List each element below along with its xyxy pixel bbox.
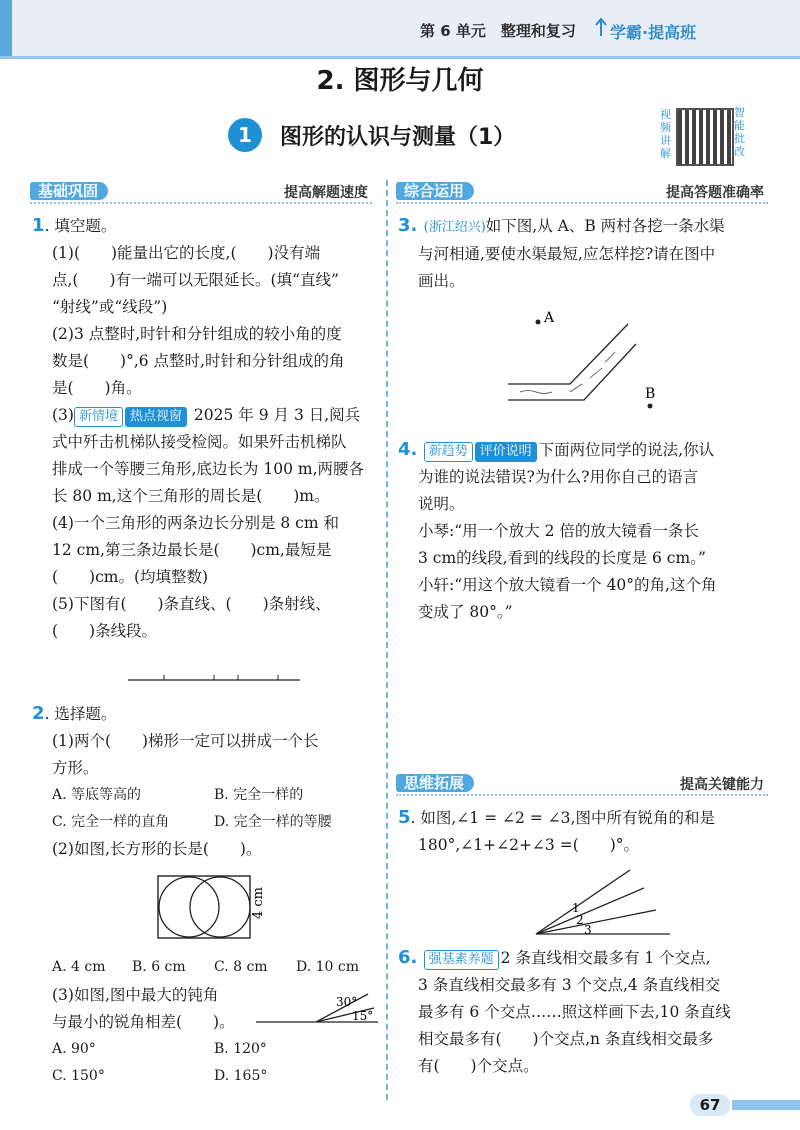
question-6: 6. 强基素养题 2 条直线相交最多有 1 个交点, 3 条直线相交最多有 3 个交点,4 条直线相交 最多有 6 个交点……照这样画下去,10 条直线 相交最多有( )个交点,n 条直线相交最多 有( )个交点。: [398, 944, 770, 1080]
q1-heading: . 填空题。: [44, 217, 117, 235]
q1-line: ( )条线段。: [52, 622, 158, 640]
q1-line: 是( )角。: [52, 379, 142, 397]
angle-label-1: 1: [572, 901, 580, 915]
q1-line: [52, 402, 377, 429]
q1-sub3: (3): [52, 406, 74, 424]
q2-line: 与最小的锐角相差( )。: [52, 1013, 235, 1031]
q1-line: 点,( )有一端可以无限延长。(填“直线”: [52, 271, 339, 289]
fig-label-4cm: 4 cm: [251, 886, 266, 920]
unit-label: 第 6 单元 整理和复习: [420, 22, 576, 40]
option-a[interactable]: A. 90°: [52, 1041, 96, 1057]
q4-number: 4: [398, 439, 411, 460]
q1-text: 2025 年 9 月 3 日,阅兵: [189, 406, 361, 424]
tag-new-context: 新情境: [74, 407, 123, 427]
band-comp-right: 提高答题准确率: [666, 185, 764, 201]
q6-text: 2 条直线相交最多有 1 个交点,: [500, 949, 711, 967]
q2-line: (3)如图,图中最大的钝角: [52, 986, 219, 1004]
q4-line: 小轩:“用这个放大镜看一个 40°的角,这个角: [418, 576, 717, 594]
option-c[interactable]: C. 完全一样的直角: [52, 814, 170, 830]
lines-figure: [128, 672, 300, 686]
q4-line: 变成了 80°。”: [418, 603, 513, 621]
q6-line: 相交最多有( )个交点,n 条直线相交最多: [418, 1030, 714, 1048]
q6-line: 最多有 6 个交点……照这样画下去,10 条直线: [418, 1003, 731, 1021]
band-basic-right: 提高解题速度: [284, 185, 368, 201]
header-accent: [0, 0, 12, 56]
band-comp-label: 综合运用: [396, 182, 474, 200]
angle-30: 30°: [336, 995, 358, 1009]
option-b[interactable]: B. 6 cm: [132, 959, 186, 975]
q6-line: 有( )个交点。: [418, 1057, 539, 1075]
tag-new-trend: 新趋势: [424, 442, 473, 462]
angle-label-2: 2: [576, 913, 584, 927]
q1-number: 1: [32, 215, 45, 236]
question-4: 4. 新趋势 评价说明 下面两位同学的说法,你认 为谁的说法错误?为什么?用你自己的语言 说明。 小琴:“用一个放大 2 倍的放大镜看一条长 3 cm的线段,看到的线段的长度是 6 cm。” 小轩:“用这个放大镜看一个 40°的角,这个角 变成了 80°。”: [398, 436, 770, 626]
q1-line: “射线”或“线段”): [52, 298, 168, 316]
q2-options-row: [52, 809, 377, 836]
q2-line: 方形。: [52, 759, 99, 777]
river-figure: [500, 306, 670, 416]
angle-label-3: 3: [584, 923, 592, 937]
angles-figure: [256, 990, 380, 1030]
point-a-label: A: [544, 310, 555, 326]
q4-text: 下面两位同学的说法,你认: [538, 441, 715, 459]
qr-code-icon[interactable]: [676, 108, 734, 166]
q6-number: 6: [398, 947, 411, 968]
q2-number: 2: [32, 703, 45, 724]
q2-options-2: [52, 954, 382, 981]
option-b[interactable]: B. 120°: [214, 1041, 267, 1057]
band-basic: [30, 180, 372, 204]
q4-line: 为谁的说法错误?为什么?用你自己的语言: [418, 468, 699, 486]
qr-right-label: 智能批改: [734, 106, 745, 158]
option-d[interactable]: D. 165°: [214, 1068, 268, 1084]
q1-line: 数是( )°,6 点整时,时针和分针组成的角: [52, 352, 345, 370]
q1-line: 排成一个等腰三角形,底边长为 100 m,两腰各: [52, 460, 364, 478]
page-number: 67: [690, 1094, 730, 1116]
q3-line: 画出。: [418, 272, 465, 290]
footer-bar: [732, 1100, 800, 1110]
question-3: 3. (浙江绍兴)如下图,从 A、B 两村各挖一条水渠 与河相通,要使水渠最短,应怎样挖?请在图中 画出。: [398, 212, 770, 295]
q5-line: 180°,∠1+∠2+∠3 =( )°。: [418, 836, 640, 854]
angles-123-figure: [532, 866, 672, 938]
page-title: 2. 图形与几何: [316, 66, 484, 96]
question-2: [32, 700, 377, 863]
section-number: 1: [228, 118, 262, 152]
q6-line: 3 条直线相交最多有 3 个交点,4 条直线相交: [418, 976, 721, 994]
q1-line: (2)3 点整时,时针和分针组成的较小角的度: [52, 325, 342, 343]
option-b[interactable]: B. 完全一样的: [214, 787, 304, 803]
q3-number: 3: [398, 215, 411, 236]
q2-heading: . 选择题。: [44, 705, 117, 723]
brand-label: 学霸·提高班: [610, 23, 697, 42]
q1-line: ( )cm。(均填整数): [52, 568, 209, 586]
question-1: [32, 212, 377, 645]
band-think-right: 提高关键能力: [680, 777, 764, 793]
q1-line: (4)一个三角形的两条边长分别是 8 cm 和: [52, 514, 339, 532]
q2-line: (1)两个( )梯形一定可以拼成一个长: [52, 732, 319, 750]
angle-15: 15°: [352, 1009, 374, 1023]
q4-line: 3 cm的线段,看到的线段的长度是 6 cm。”: [418, 549, 706, 567]
option-d[interactable]: D. 完全一样的等腰: [214, 814, 332, 830]
section-title: 图形的认识与测量（1）: [280, 125, 516, 150]
q2-line: (2)如图,长方形的长是( )。: [52, 840, 262, 858]
q2-options-row: [52, 782, 377, 809]
q4-line: 小琴:“用一个放大 2 倍的放大镜看一条长: [418, 522, 699, 540]
option-a[interactable]: A. 4 cm: [52, 959, 106, 975]
q1-line: 12 cm,第三条边最长是( )cm,最短是: [52, 541, 332, 559]
option-c[interactable]: C. 150°: [52, 1068, 105, 1084]
point-b-label: B: [645, 386, 656, 402]
tag-strong-base: 强基素养题: [424, 950, 499, 970]
q1-line: (1)( )能量出它的长度,( )没有端: [52, 244, 321, 262]
column-divider: [386, 180, 388, 1100]
tag-evaluation: 评价说明: [475, 442, 537, 462]
q3-source: (浙江绍兴): [423, 220, 486, 235]
arrow-up-icon: [594, 16, 608, 38]
band-basic-label: 基础巩固: [30, 182, 108, 200]
band-think: [396, 772, 768, 796]
rectangle-circles-figure: [156, 872, 276, 942]
q1-line: 长 80 m,这个三角形的周长是( )m。: [52, 487, 330, 505]
q3-text: 如下图,从 A、B 两村各挖一条水渠: [485, 217, 725, 235]
option-a[interactable]: A. 等底等高的: [52, 787, 142, 803]
q5-number: 5: [398, 807, 411, 828]
q3-line: 与河相通,要使水渠最短,应怎样挖?请在图中: [418, 245, 716, 263]
question-5: [398, 804, 770, 859]
q5-text: . 如图,∠1 = ∠2 = ∠3,图中所有锐角的和是: [410, 809, 715, 827]
tag-hot-window: 热点视窗: [125, 407, 187, 427]
qr-left-label: 视频讲解: [660, 108, 671, 160]
band-comp: [396, 180, 768, 204]
band-think-label: 思维拓展: [396, 774, 474, 792]
option-c[interactable]: C. 8 cm: [214, 959, 268, 975]
q1-line: (5)下图有( )条直线、( )条射线、: [52, 595, 331, 613]
q4-line: 说明。: [418, 495, 465, 513]
option-d[interactable]: D. 10 cm: [296, 959, 360, 975]
q1-line: 式中歼击机梯队接受检阅。如果歼击机梯队: [52, 433, 347, 451]
